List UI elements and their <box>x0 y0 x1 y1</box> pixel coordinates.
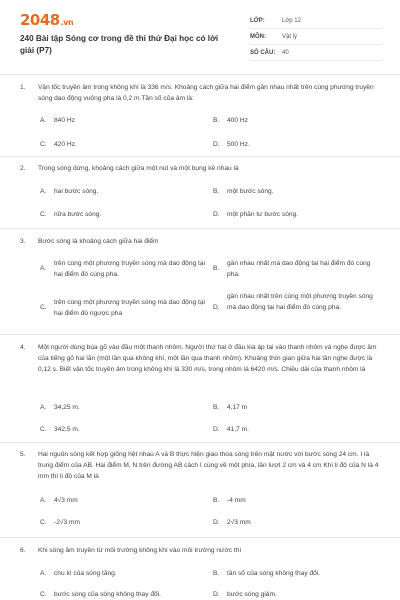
meta-row-count <box>250 45 382 61</box>
option-letter: C. <box>40 141 47 148</box>
question-6 <box>20 545 385 556</box>
option-d[interactable] <box>213 139 373 150</box>
option-text: 34,25 m. <box>54 404 80 411</box>
option-text: chu kì của sóng tăng. <box>54 570 117 577</box>
option-text: -4 mm <box>227 497 246 504</box>
option-c[interactable] <box>40 589 205 600</box>
question-3 <box>20 236 385 247</box>
divider <box>0 334 400 335</box>
option-text: 41,7 m. <box>227 426 249 433</box>
option-letter: D. <box>213 591 220 598</box>
meta-key: MÔN: <box>250 33 266 40</box>
logo-main: 2048 <box>20 11 60 29</box>
option-b[interactable] <box>213 402 373 413</box>
option-a[interactable] <box>40 495 200 506</box>
option-letter: C. <box>40 591 47 598</box>
option-letter: B. <box>213 497 220 504</box>
question-number: 3. <box>20 238 26 245</box>
option-b[interactable] <box>213 568 383 579</box>
option-c[interactable] <box>40 517 200 528</box>
divider <box>0 74 400 75</box>
option-letter: C. <box>40 519 47 526</box>
question-1 <box>20 82 385 104</box>
option-letter: D. <box>213 141 220 148</box>
question-5 <box>20 449 385 482</box>
option-text: 4,17 m <box>227 404 248 411</box>
option-letter: A. <box>40 117 47 124</box>
option-text: -2√3 mm <box>54 519 80 526</box>
meta-value: 40 <box>282 49 289 56</box>
option-letter: B. <box>213 117 220 124</box>
option-letter: C. <box>40 211 47 218</box>
meta-key: LỚP: <box>250 17 265 24</box>
question-text: Trong sóng dừng, khoảng cách giữa một nút và một bụng kề nhau là <box>38 165 239 172</box>
option-letter: B. <box>213 404 220 411</box>
page-title: 240 Bài tập Sóng cơ trong đề thi thử Đại học có lời giải (P7) <box>20 34 219 55</box>
question-text: Vận tốc truyền âm trong không khí là 336 m/s. Khoảng cách giữa hai điểm gần nhau nhất trên cùng phương truyền sóng dao động vuông pha là 0,2 m.Tần số của âm là: <box>38 84 374 102</box>
option-text: bước sóng của sóng không thay đổi. <box>54 591 161 598</box>
option-letter: A. <box>40 265 47 272</box>
option-text: 2√3 mm <box>227 519 251 526</box>
meta-row-subject <box>250 29 382 45</box>
option-c[interactable] <box>40 139 200 150</box>
option-b[interactable] <box>213 115 373 126</box>
meta-row-class <box>250 13 382 29</box>
option-text: trên cùng một phương truyền sóng mà dao động tại hai điểm đó ngược pha <box>54 299 205 317</box>
question-number: 2. <box>20 165 26 172</box>
option-a[interactable] <box>40 258 208 280</box>
divider <box>0 156 400 157</box>
question-number: 5. <box>20 451 26 458</box>
divider <box>0 537 400 538</box>
option-a[interactable] <box>40 402 200 413</box>
question-number: 1. <box>20 84 26 91</box>
option-text: gần nhau nhất trên cùng một phương truyền sóng mà dao động tại hai điểm đó cùng pha. <box>227 293 373 311</box>
divider <box>0 228 400 229</box>
option-text: nửa bước sóng. <box>54 211 102 218</box>
option-text: một phần tư bước sóng. <box>227 211 299 218</box>
option-a[interactable] <box>40 115 200 126</box>
question-number: 6. <box>20 547 26 554</box>
option-letter: A. <box>40 188 47 195</box>
option-d[interactable] <box>213 209 373 220</box>
option-text: gần nhau nhất mà dao động tại hai điểm đó cùng pha. <box>227 260 371 278</box>
option-d[interactable] <box>213 424 373 435</box>
option-letter: C. <box>40 426 47 433</box>
option-d[interactable] <box>213 517 373 528</box>
question-4 <box>20 342 385 375</box>
option-b[interactable] <box>213 258 381 280</box>
option-b[interactable] <box>213 186 373 197</box>
option-letter: A. <box>40 404 47 411</box>
option-a[interactable] <box>40 568 205 579</box>
option-a[interactable] <box>40 186 200 197</box>
divider <box>0 442 400 443</box>
option-c[interactable] <box>40 424 200 435</box>
option-letter: C. <box>40 304 47 311</box>
option-letter: D. <box>213 211 220 218</box>
option-letter: B. <box>213 265 220 272</box>
option-text: bước sóng giảm. <box>227 591 277 598</box>
question-text: Khi sóng âm truyền từ môi trường không khí vào môi trường nước thì <box>38 547 242 554</box>
option-letter: B. <box>213 188 220 195</box>
option-d[interactable] <box>213 291 381 313</box>
option-text: tần số của sóng không thay đổi. <box>227 570 321 577</box>
option-c[interactable] <box>40 209 200 220</box>
option-text: 500 Hz. <box>227 141 250 148</box>
option-letter: D. <box>213 519 220 526</box>
logo-sub: .vn <box>60 18 74 27</box>
header <box>0 0 400 72</box>
option-letter: D. <box>213 426 220 433</box>
option-text: một bước sóng. <box>227 188 274 195</box>
meta-value: Lớp 12 <box>282 17 301 24</box>
meta-key: SỐ CÂU: <box>250 49 276 56</box>
option-text: 420 Hz. <box>54 141 77 148</box>
option-text: trên cùng một phương truyền sóng mà dao động tại hai điểm đó cùng pha. <box>54 260 205 278</box>
question-number: 4. <box>20 344 26 351</box>
question-text: Một người dùng búa gõ vào đầu một thanh nhôm. Người thứ hai ở đầu kia áp tai vào thanh nhôm và nghe được âm của tiếng gõ hai lần (một lần qua không khí, một lần qua thanh nhôm). Khoảng thời gian giữa hai lần nghe được là 0,12 s. Biết vận tốc truyền âm trong không khí là 330 m/s, trong nhôm là 6420 m/s. Chiều dài của thanh nhôm là <box>38 344 377 373</box>
site-logo[interactable] <box>20 11 73 29</box>
option-text: 342,5 m. <box>54 426 80 433</box>
meta-table <box>250 13 382 61</box>
option-letter: B. <box>213 570 220 577</box>
option-d[interactable] <box>213 589 383 600</box>
option-c[interactable] <box>40 297 208 319</box>
option-text: 4√3 mm <box>54 497 78 504</box>
option-letter: A. <box>40 497 47 504</box>
option-text: 840 Hz <box>54 117 75 124</box>
question-text: Bước sóng là khoảng cách giữa hai điểm <box>38 238 159 245</box>
option-letter: D. <box>213 304 220 311</box>
option-text: hai bước sóng. <box>54 188 99 195</box>
meta-value: Vật lý <box>282 33 298 40</box>
option-b[interactable] <box>213 495 373 506</box>
question-text: Hai nguồn sóng kết hợp giống hệt nhau A và B thực hiện giao thoa sóng trên mặt nước với bước sóng 24 cm. I là trung điểm của AB. Hai điểm M, N trên đường AB cách I cùng về một phía, lần lượt 2 cm và 4 cm Khi li độ của N là 4 mm thì li độ của M là <box>38 451 379 480</box>
question-2 <box>20 163 385 174</box>
option-text: 400 Hz <box>227 117 248 124</box>
option-letter: A. <box>40 570 47 577</box>
